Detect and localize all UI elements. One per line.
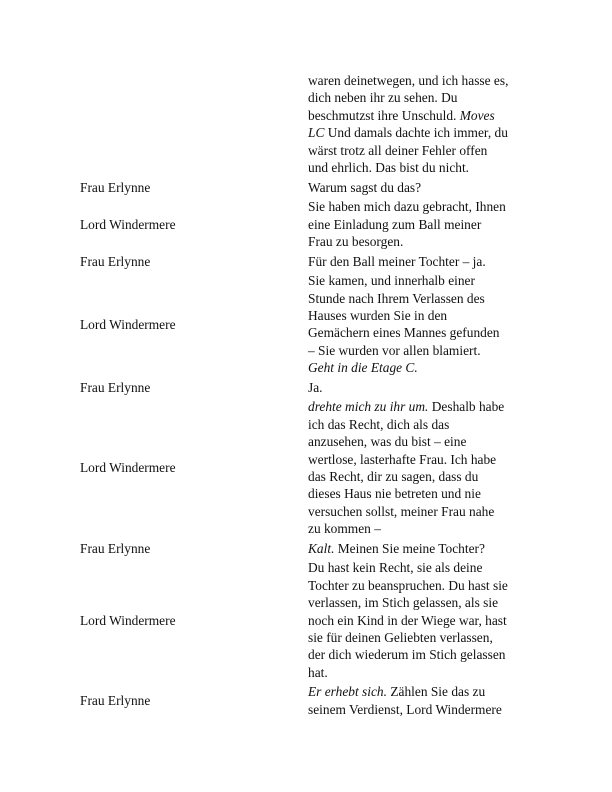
dialogue-row — [0, 683, 612, 718]
speech-line — [308, 124, 548, 141]
speech-line — [308, 142, 548, 159]
speech-line — [308, 307, 548, 324]
speech-line — [308, 594, 548, 611]
dialogue-row — [0, 559, 612, 681]
speaker-name: Frau Erlynne — [80, 253, 151, 269]
speech-line — [308, 398, 548, 415]
speech-line — [308, 198, 548, 215]
speech-line — [308, 359, 548, 376]
spoken-text: Ja. — [308, 379, 323, 395]
spoken-text: verlassen, im Stich gelassen, als sie — [308, 595, 499, 611]
speech-line — [308, 433, 548, 450]
speech-line — [308, 646, 548, 663]
spoken-text: und ehrlich. Das bist du nicht. — [308, 160, 470, 176]
speech-line — [308, 468, 548, 485]
spoken-text: eine Einladung zum Ball meiner — [308, 216, 482, 232]
speech-text — [308, 379, 548, 396]
spoken-text: der dich wiederum im Stich gelassen — [308, 647, 506, 663]
speech-line — [308, 179, 548, 196]
spoken-text: Frau zu besorgen. — [308, 234, 404, 249]
spoken-text: anzusehen, was du bist – eine — [308, 434, 467, 450]
speech-line — [308, 324, 548, 341]
spoken-text: Deshalb habe — [428, 399, 505, 415]
speech-line — [308, 159, 548, 176]
speaker-name: Lord Windermere — [80, 316, 176, 332]
stage-direction: Kalt. — [308, 540, 335, 556]
spoken-text: Sie haben mich dazu gebracht, Ihnen — [308, 199, 506, 215]
spoken-text: Und damals dachte ich immer, du — [324, 125, 508, 141]
speech-line — [308, 520, 548, 537]
spoken-text: Für den Ball meiner Tochter – ja. — [308, 253, 486, 269]
speaker-name: Lord Windermere — [80, 216, 176, 232]
spoken-text: hat. — [308, 664, 328, 680]
speech-text — [308, 398, 548, 537]
spoken-text: Meinen Sie meine Tochter? — [334, 540, 485, 556]
speech-line — [308, 290, 548, 307]
speaker-name: Lord Windermere — [80, 612, 176, 628]
speech-line — [308, 72, 548, 89]
stage-direction: Er erhebt sich. — [308, 684, 387, 700]
dialogue-row — [0, 379, 612, 396]
speech-line — [308, 379, 548, 396]
speech-line — [308, 451, 548, 468]
spoken-text: wertlose, lasterhafte Frau. Ich habe — [308, 451, 497, 467]
spoken-text: dich neben ihr zu sehen. Du — [308, 90, 458, 106]
speaker-name: Frau Erlynne — [80, 379, 151, 395]
dialogue-row — [0, 72, 612, 176]
speech-text — [308, 253, 548, 270]
speech-line — [308, 216, 548, 233]
dialogue-row — [0, 179, 612, 196]
spoken-text: Du hast kein Recht, sie als deine — [308, 560, 483, 576]
spoken-text: zu kommen – — [308, 521, 381, 537]
spoken-text: beschmutzst ihre Unschuld. — [308, 107, 460, 123]
speech-line — [308, 233, 548, 250]
dialogue-row — [0, 272, 612, 376]
speech-text — [308, 272, 548, 376]
speech-line — [308, 577, 548, 594]
spoken-text: sie für deinen Geliebten verlassen, — [308, 630, 493, 646]
speech-text — [308, 540, 548, 557]
speech-line — [308, 559, 548, 576]
speaker-name: Lord Windermere — [80, 460, 176, 476]
speech-line — [308, 629, 548, 646]
speech-text — [308, 683, 548, 718]
stage-direction: Geht in die Etage C. — [308, 360, 418, 376]
spoken-text: Zählen Sie das zu — [386, 684, 486, 700]
speech-line — [308, 107, 548, 124]
spoken-text: Sie kamen, und innerhalb einer — [308, 273, 475, 289]
speech-line — [308, 503, 548, 520]
spoken-text: – Sie wurden vor allen blamiert. — [308, 342, 481, 358]
stage-direction: LC — [308, 125, 325, 141]
spoken-text: dieses Haus nie betreten und nie — [308, 486, 481, 502]
spoken-text: Gemächern eines Mannes gefunden — [308, 325, 500, 341]
dialogue-row — [0, 253, 612, 270]
speech-line — [308, 272, 548, 289]
spoken-text: wärst trotz all deiner Fehler offen — [308, 142, 488, 158]
spoken-text: Warum sagst du das? — [308, 179, 422, 195]
speech-line — [308, 342, 548, 359]
speech-text — [308, 559, 548, 681]
dialogue-row — [0, 398, 612, 537]
speech-text — [308, 179, 548, 196]
speaker-name: Frau Erlynne — [80, 540, 151, 556]
speaker-name: Frau Erlynne — [80, 693, 151, 709]
speech-text — [308, 198, 548, 250]
speech-text — [308, 72, 548, 176]
speech-line — [308, 89, 548, 106]
spoken-text: Stunde nach Ihrem Verlassen des — [308, 290, 485, 306]
speech-line — [308, 701, 548, 718]
speech-line — [308, 416, 548, 433]
speech-line — [308, 612, 548, 629]
stage-direction: Moves — [459, 107, 495, 123]
speech-line — [308, 664, 548, 681]
speech-line — [308, 683, 548, 700]
stage-direction: drehte mich zu ihr um. — [308, 399, 429, 415]
spoken-text: waren deinetwegen, und ich hasse es, — [308, 73, 509, 88]
speaker-name: Frau Erlynne — [80, 179, 151, 195]
spoken-text: Hauses wurden Sie in den — [308, 308, 448, 323]
dialogue-row — [0, 540, 612, 557]
dialogue-row — [0, 198, 612, 250]
spoken-text: seinem Verdienst, Lord Windermere — [308, 701, 502, 717]
spoken-text: ich das Recht, dich als das — [308, 416, 450, 432]
speech-line — [308, 253, 548, 270]
spoken-text: noch ein Kind in der Wiege war, hast — [308, 612, 507, 628]
spoken-text: versuchen sollst, meiner Frau nahe — [308, 503, 495, 519]
spoken-text: Tochter zu beanspruchen. Du hast sie — [308, 577, 508, 593]
speech-line — [308, 540, 548, 557]
speech-line — [308, 485, 548, 502]
spoken-text: das Recht, dir zu sagen, dass du — [308, 469, 479, 485]
